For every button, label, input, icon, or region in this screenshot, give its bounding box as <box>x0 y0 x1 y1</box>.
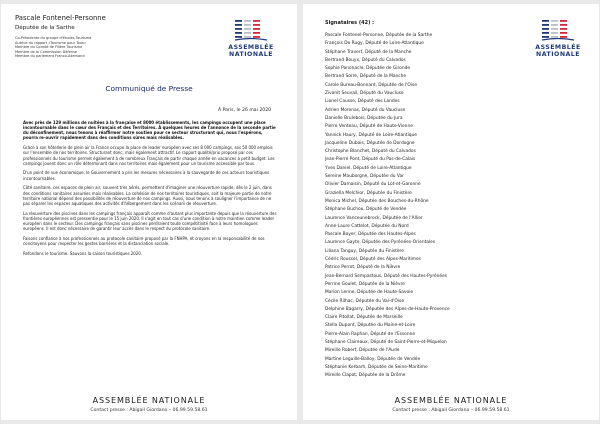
signatories-page <box>303 4 599 420</box>
signatory-item: Stéphanie Kerbarh, Députée de Seine-Maritime <box>325 364 428 370</box>
body-paragraph: D'un point de vue économique, le Gouvernement a pris les mesures nécessaires à la sauvegarde de ces acteurs touristiques incontournables. <box>23 170 270 181</box>
signatory-item: Pierre Venteau, Député de Haute-Vienne <box>325 124 413 130</box>
signatory-item: Olivier Damaisin, Député du Lot-et-Garonne <box>325 182 421 188</box>
release-body <box>23 120 277 260</box>
tricolor-flag-icon <box>232 16 270 44</box>
signatory-item: Yannick Haury, Député de Loire-Atlantique <box>325 132 417 138</box>
signatory-item: Pascale Fontenel-Personne, Députée de la Sarthe <box>325 33 433 38</box>
membership-line: Co-Présidente du groupe d'études Tourisme <box>15 36 92 40</box>
signatory-item: Laurence Gayte, Députée des Pyrénées-Orientales <box>325 240 436 246</box>
signatory-item: Cédric Roussel, Député des Alpes-Maritimes <box>325 257 421 263</box>
press-contact: Contact presse : Abigail Giordano – 06.99.59.58.61 <box>392 408 510 413</box>
logo-text-line1: ASSEMBLÉE <box>535 44 581 51</box>
signatory-item: Sereine Mauborgne, Députée du Var <box>325 174 404 180</box>
signatory-item: Stéphane Travert, Député de la Manche <box>325 49 412 55</box>
body-paragraph: Refondons le tourisme. Sauvons la saison touristiques 2020. <box>23 250 143 256</box>
signatory-item: Jean-Bernard Sempastous, Député des Hautes-Pyrénées <box>325 273 448 279</box>
signatory-item: Jean-Pierre Pont, Député du Pas-de-Calais <box>325 157 416 163</box>
press-contact: Contact presse : Abigail Giordano – 06.99.59.58.61 <box>90 408 208 413</box>
body-paragraph: Grâce à son hôtellerie de plein air la France occupe la place de leader européen avec ses 8 000 campings, ses 50 000 emplois sur l'ensemble de nos territoires. Structurant donc, mais également attractif. Le rapport qualité/prix proposé par ces professionnels du tourisme permet également à de nombreux Français de partir chaque année en vacances à petit budget. Les campings jouent donc un rôle déterminant dans nos territoires mais également pour un tourisme accessible par tous. <box>23 145 275 166</box>
logo-text-line2: NATIONALE <box>536 51 580 58</box>
deputy-role: Députée de la Sarthe <box>15 25 75 31</box>
lead-paragraph: Avec près de 129 millions de nuitées à la française et 8000 établissements, les campings occupent une place incontournable dans le cœur des Français et des Territoires. À quelques heures de l'annonce de la seconde partie du déconfinement, nous tenons à réaffirmer notre soutien pour ce secteur structurant qui, nous l'espérons, pourra re-ouvrir rapidement dans des conditions sûres mais réalisables. <box>23 120 276 141</box>
assemblee-nationale-logo <box>220 16 282 58</box>
logo-text-line1: ASSEMBLÉE <box>228 44 274 51</box>
footer-logo-text: ASSEMBLÉE NATIONALE <box>92 396 206 405</box>
release-date: À Paris, le 26 mai 2020 <box>218 108 272 113</box>
signatory-item: Adrien Morenas, Député du Vaucluse <box>325 107 406 113</box>
press-release-page <box>1 4 297 420</box>
signatory-item: Marion Lenne, Députée de Haute-Savoie <box>325 290 414 296</box>
signatory-item: Delphine Bagarry, Députée des Alpes-de-Haute-Provence <box>325 306 450 312</box>
signatory-item: Liliana Tanguy, Députée du Finistère <box>325 248 404 254</box>
signatory-item: Claire Pitollat, Députée de Marseille <box>325 315 403 321</box>
signatory-item: Mireille Robert, Députée de l'Aude <box>325 348 400 354</box>
signatory-item: Christophe Blanchet, Député du Calvados <box>325 149 416 155</box>
logo-text-line2: NATIONALE <box>229 51 273 58</box>
footer-logo-text: ASSEMBLÉE NATIONALE <box>394 396 508 405</box>
signatory-item: Sophie Panonacle, Députée de Gironde <box>325 66 410 72</box>
assemblee-nationale-logo <box>527 16 589 58</box>
signatory-item: Yves Daniel, Député de Loire-Atlantique <box>325 165 412 171</box>
signatory-item: Graziella Melchior, Députée du Finistère <box>325 190 412 196</box>
body-paragraph: Faisons confiance à nos professionnels au protocole sanitaire proposé par la FNHPA, et croyons en la responsabilité de nos concitoyens pour respecter les gestes barrières et la distanciation sociale. <box>23 235 265 246</box>
signatory-item: Mireille Clapot, Députée de la Drôme <box>325 373 406 379</box>
signatory-item: Bertrand Bouyx, Député du Calvados <box>325 57 406 63</box>
signatory-item: Bertrand Sorre, Député de la Manche <box>325 74 407 80</box>
signatory-item: Monica Michel, Députée des Bouches-du-Rhône <box>325 198 429 204</box>
body-paragraph: La réouverture des piscines dans les campings français apparaît comme d'autant plus importante depuis que la réouverture des frontières européennes est pressentie pour le 15 juin 2020. Il s'agit en tout cas d'une condition à notre maintien comme leader européen dans le secteur. Des campings français sans piscines perdraient toute compétitivité face à leurs homologues européens. Il est donc nécessaire de garantir leur accès dans le respect du protocole sanitaire. <box>23 210 277 232</box>
signatory-item: Stéphane Buchou, Député de Vendée <box>325 207 407 213</box>
tricolor-flag-icon <box>539 16 577 44</box>
signatory-item: Danielle Brulebois, Députée du Jura <box>325 115 403 121</box>
signatory-item: Lionel Causse, Député des Landes <box>325 99 400 105</box>
signatory-item: Cécile Rilhac, Députée du Val-d'Oise <box>325 298 404 304</box>
deputy-memberships <box>15 36 165 59</box>
signatory-item: Perrine Goulet, Députée de la Nièvre <box>325 281 405 287</box>
membership-line: Membre du Comité de Filière Tourisme <box>15 45 83 50</box>
signatories-list <box>325 32 525 380</box>
signatory-item: Martine Leguille-Balloy, Députée de Vendée <box>325 356 421 362</box>
page-title: Communiqué de Presse <box>105 84 193 93</box>
deputy-name: Pascale Fontenel-Personne <box>15 14 106 22</box>
signatory-item: Patrice Perrot, Député de la Nièvre <box>325 265 401 271</box>
signatory-item: Anne-Laure Cattelot, Députée du Nord <box>325 223 409 229</box>
signatory-item: Laurence Vanceunebrock, Députée de l'Allier <box>325 215 423 221</box>
membership-line: Membre de la Commission Défense <box>15 49 78 54</box>
signatory-item: Zivanit Seuvail, Député du Vaucluse <box>325 91 404 97</box>
signatories-heading: Signataires (42) : <box>325 20 375 26</box>
signatory-item: Pierre-Alain Raphan, Député de l'Essonne <box>325 331 416 337</box>
signatory-item: Carole Bureau-Bonnard, Députée de l'Oise <box>325 82 417 88</box>
signatory-item: Pascale Boyer, Députée des Hautes-Alpes <box>325 232 416 238</box>
membership-line: Autrice du rapport «Tourisme pour Tous» <box>15 40 86 45</box>
membership-line: Membre du parlement Franco-Allemand <box>15 54 85 59</box>
signatory-item: Jacqueline Dubois, Députée de Dordogne <box>325 140 415 146</box>
signatory-item: François De Rugy, Député de Loire-Atlantique <box>325 41 424 47</box>
body-paragraph: Côté sanitaire, ces espaces de plein air, souvent très aérés, permettent d'imaginer une réouverture rapide, dès le 2 juin, dans des conditions sanitaires assurées mais réalisables. La cohésion de nos territoires touristiques, soit la majeure partie de notre territoire national dépend des possibilités de réouverture de nos campings. Aussi, nous tenons à souligner l'importance de ne pas séparer les espaces aquatiques des activités d'hébergement dans les scénarii de réouverture. <box>23 185 272 206</box>
signatory-item: Stella Dupont, Députée du Maine-et-Loire <box>325 323 416 329</box>
signatory-item: Stéphane Claireaux, Député de Saint-Pierre-et-Miquelon <box>325 339 447 345</box>
